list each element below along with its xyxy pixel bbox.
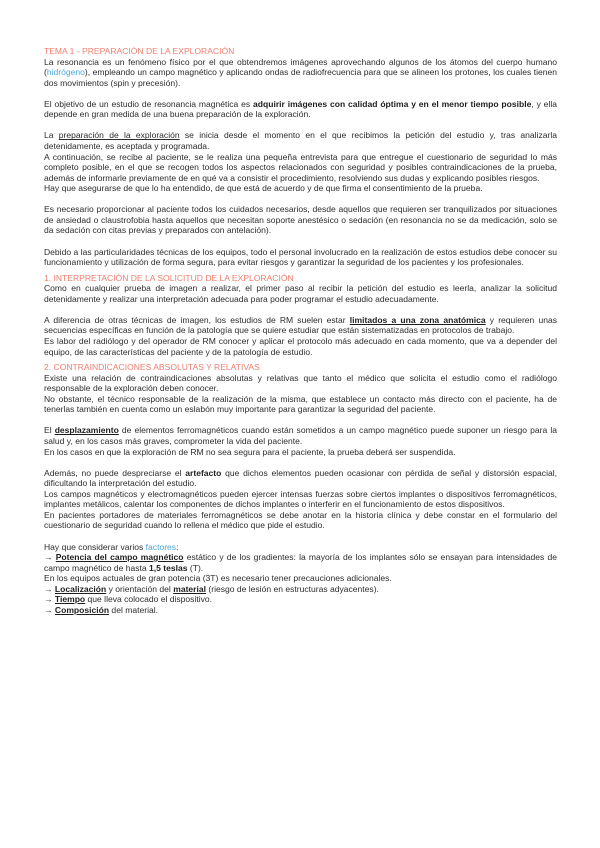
section-title-contraindicaciones: 2. CONTRAINDICACIONES ABSOLUTAS Y RELATIVAS: [44, 362, 260, 373]
text-span: El: [44, 425, 55, 436]
underline-bold-localizacion: Localización: [54, 583, 107, 594]
text-span: :: [176, 541, 179, 552]
text-span: Además, no puede despreciarse el: [44, 467, 186, 478]
highlight-factores: factores: [145, 541, 177, 552]
section-title-tema1: TEMA 1 - PREPARACIÓN DE LA EXPLORACIÓN: [44, 46, 235, 56]
paragraph-campos: Los campos magnéticos y electromagnéticos pueden ejercer intensas fuerzas sobre ciertos implantes o dispositivos ferromagnéticos, implantes metálicos, calentar los componentes de dichos implantes o interferir en el funcionamiento de estos dispositivos.: [44, 488, 557, 510]
underline-bold-tiempo: Tiempo: [54, 594, 86, 605]
paragraph-relacion: Existe una relación de contraindicaciones absolutas y relativas que tanto el médico que solicita el estudio como el radiólogo responsable de la exploración deben conocer.: [44, 372, 557, 394]
paragraph-labor-radiologo: Es labor del radiólogo y del operador de RM conocer y aplicar el protocolo más adecuado en cada momento, que va a depender del equipo, de las características del paciente y de la patología de estudio.: [44, 336, 557, 357]
underline-bold-potencia: Potencia del campo magnético: [55, 552, 184, 563]
paragraph-precauciones: En los equipos actuales de gran potencia (3T) es necesario tener precauciones adicionales.: [44, 573, 392, 584]
text-span: y requieren unas secuencias específicas en función de la patología que se quiere estudiar que están sistematizadas en protocolos de trabajo.: [44, 314, 557, 336]
paragraph-suspendida: En los casos en que la exploración de RM no sea segura para el paciente, la prueba deberá ser suspendida.: [44, 446, 456, 457]
arrow-icon: →: [44, 583, 53, 594]
underline-preparacion: preparación de la exploración: [58, 130, 180, 141]
text-span: y orientación del: [106, 583, 174, 594]
arrow-icon: →: [44, 594, 53, 605]
arrow-icon: →: [44, 604, 53, 615]
underline-bold-material: material: [173, 583, 206, 594]
paragraph-desplazamiento: [44, 425, 557, 446]
underline-bold-zona-anatomica: limitados a una zona anatómica: [349, 314, 486, 325]
text-span: Hay que considerar varios: [44, 541, 146, 552]
text-span: (riesgo de lesión en estructuras adyacentes).: [206, 583, 379, 594]
text-span: ), empleando un campo magnético y aplicando ondas de radiofrecuencia para que se alineen los protones, los cuales tienen dos movimientos (spin y precesión).: [44, 67, 557, 88]
text-span: que lleva colocado el dispositivo.: [85, 594, 213, 605]
paragraph-consentimiento: Hay que asegurarse de que lo ha entendido, de que está de acuerdo y de que firma el consentimiento de la prueba.: [44, 183, 483, 194]
paragraph-zona-anatomica: [44, 315, 557, 336]
paragraph-intro: [44, 57, 557, 89]
text-span: La resonancia es un fenómeno físico por el que obtendremos imágenes aprovechando algunos de los átomos del cuerpo humano (: [44, 56, 557, 78]
arrow-icon: →: [44, 552, 53, 563]
bold-artefacto: artefacto: [185, 467, 222, 478]
factor-item-composicion: [44, 605, 557, 616]
document-page: [44, 46, 557, 615]
section-title-interpretacion: 1. INTERPRETACIÓN DE LA SOLICITUD DE LA EXPLORACIÓN: [44, 272, 294, 283]
underline-bold-composicion: Composición: [54, 604, 110, 615]
text-span: La: [44, 130, 59, 141]
factor-item-localizacion: [44, 584, 557, 595]
text-span: que dichos elementos pueden ocasionar con pérdida de señal y distorsión espacial, dificultando la interpretación del estudio.: [44, 467, 557, 489]
paragraph-primer-paso: Como en cualquier prueba de imagen a realizar, el primer paso al recibir la petición del estudio es leerla, analizar la solicitud detenidamente y realizar una interpretación adecuada para poder programar el estudio adecuadamente.: [44, 283, 557, 304]
paragraph-artefacto: [44, 468, 557, 489]
paragraph-personal: Debido a las particularidades técnicas de los equipos, todo el personal involucrado en la realización de estos estudios debe conocer su funcionamiento y utilización de forma segura, para evitar riesgos y garantizar la seguridad de los pacientes y los profesionales.: [44, 246, 557, 268]
bold-calidad-optima: adquirir imágenes con calidad óptima y en el menor tiempo posible: [253, 98, 532, 109]
text-span: El objetivo de un estudio de resonancia magnética es: [44, 98, 254, 109]
text-span: , y ella depende en gran medida de una buena preparación de la exploración.: [44, 98, 557, 120]
bold-teslas: 1,5 teslas: [149, 562, 188, 573]
underline-bold-desplazamiento: desplazamiento: [54, 425, 119, 436]
paragraph-portadores: En pacientes portadores de materiales ferromagnéticos se debe anotar en la historia clínica y debe constar en el formulario del cuestionario de seguridad cuando lo rellena el médico que pide el estudio.: [44, 509, 557, 531]
factor-item-tiempo: [44, 594, 557, 605]
paragraph-factores-intro: [44, 542, 557, 553]
paragraph-cuidados: Es necesario proporcionar al paciente todos los cuidados necesarios, desde aquellos que requieren ser tranquilizados por situaciones de ansiedad o claustrofobia hasta aquellos que necesitan soporte anestésico o sedación (en resonancia no se da medicación, solo se da sedación con citas previas y preparados con antelación).: [44, 204, 557, 236]
text-span: (T).: [187, 562, 204, 573]
paragraph-preparacion: [44, 130, 557, 151]
text-span: del material.: [109, 604, 158, 615]
factor-item-potencia: [44, 552, 557, 573]
highlight-hidrogeno: hidrógeno: [46, 67, 85, 78]
text-span: A diferencia de otras técnicas de imagen, los estudios de RM suelen estar: [44, 314, 350, 325]
text-span: estático y de los gradientes: la mayoría de los implantes sólo se ensayan para intensidades de campo magnético de hasta: [44, 552, 558, 573]
text-span: de elementos ferromagnéticos cuando están sometidos a un campo magnético puede suponer un riesgo para la salud y, en los casos más graves, comprometer la vida del paciente.: [44, 425, 557, 446]
paragraph-entrevista: A continuación, se recibe al paciente, se le realiza una pequeña entrevista para que entregue el cuestionario de seguridad lo más completo posible, en el que se recogen todos los aspectos relacionados con seguridad y posibles contraindicaciones de la prueba, además de informarle previamente de en qué va a consistir el procedimiento, resolviendo sus dudas y explicando posibles riesgos.: [44, 151, 557, 183]
text-span: se inicia desde el momento en el que recibimos la petición del estudio y, tras analizarla detenidamente, es aceptada y programada.: [44, 130, 557, 152]
paragraph-objetivo: [44, 99, 557, 120]
paragraph-tecnico: No obstante, el técnico responsable de la realización de la misma, que establece un contacto más directo con el paciente, ha de tenerlas también en cuenta como un eslabón muy importante para garantizar la seguridad del paciente.: [44, 393, 557, 415]
